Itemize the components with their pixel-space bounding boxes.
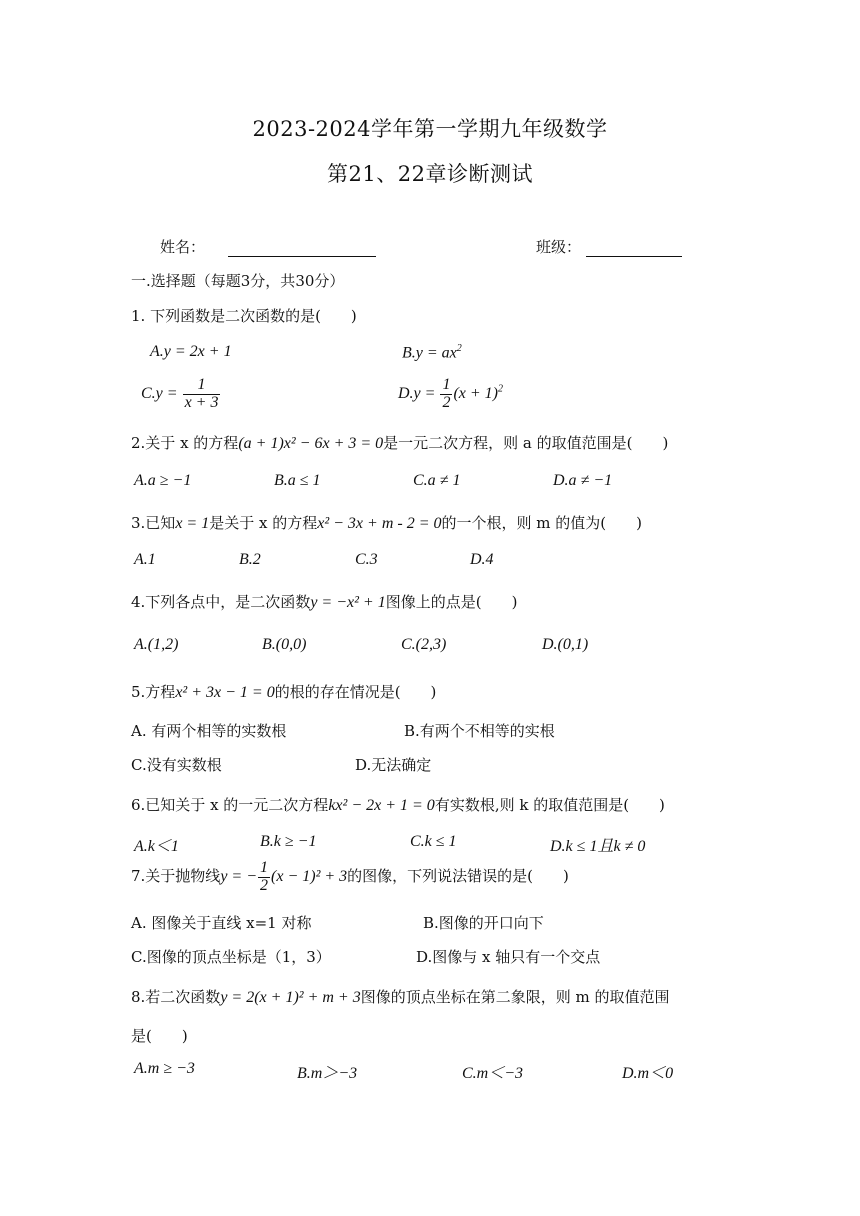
class-blank[interactable] — [586, 238, 682, 257]
name-blank[interactable] — [228, 238, 376, 257]
q5-option-d: D.无法确定 — [355, 756, 432, 774]
q8-stem: 8.若二次函数y = 2(x + 1)² + m + 3图像的顶点坐标在第二象限，则 m 的取值范围 — [131, 988, 670, 1006]
name-field[interactable] — [160, 236, 376, 257]
q1-option-a: A.y = 2x + 1 — [150, 343, 232, 360]
q2-option-d: D.a ≠ −1 — [553, 472, 613, 489]
q8-option-b: B.m＞−3 — [297, 1065, 358, 1082]
q6-stem: 6.已知关于 x 的一元二次方程kx² − 2x + 1 = 0有实数根,则 k 的取值范围是( ) — [131, 796, 665, 814]
q6-option-a: A.k＜1 — [134, 838, 179, 855]
q5-stem: 5.方程x² + 3x − 1 = 0的根的存在情况是( ) — [131, 683, 437, 701]
q2-option-a: A.a ≥ −1 — [134, 472, 192, 489]
name-label: 姓名： — [160, 238, 206, 256]
q1-stem: 1. 下列函数是二次函数的是( ) — [131, 307, 357, 325]
q3-option-c: C.3 — [355, 551, 378, 568]
class-label: 班级： — [536, 238, 582, 256]
q3-stem: 3.已知x = 1是关于 x 的方程x² − 3x + m - 2 = 0的一个根，则 m 的值为( ) — [131, 514, 642, 532]
q8-option-d: D.m＜0 — [622, 1065, 674, 1082]
q1-option-d: D.y = $\frac{1}{2}$ $(x + 1)^2$ — [398, 376, 504, 411]
q4-option-c: C.(2,3) — [401, 636, 447, 653]
q2-option-b: B.a ≤ 1 — [274, 472, 321, 489]
page-title: 2023-2024学年第一学期九年级数学 — [252, 117, 608, 141]
section-title: 一.选择题（每题3分，共30分） — [131, 272, 345, 290]
q2-option-c: C.a ≠ 1 — [413, 472, 461, 489]
q3-option-d: D.4 — [470, 551, 494, 568]
q5-option-a: A. 有两个相等的实数根 — [131, 722, 287, 740]
q3-option-a: A.1 — [134, 551, 156, 568]
q2-stem: 2.关于 x 的方程(a + 1)x² − 6x + 3 = 0是一元二次方程，则 a 的取值范围是( ) — [131, 434, 669, 452]
q6-option-c: C.k ≤ 1 — [410, 833, 457, 850]
q3-option-b: B.2 — [239, 551, 261, 568]
q5-option-b: B.有两个不相等的实根 — [404, 722, 555, 740]
q1-option-b: $B.y = ax^2$ — [402, 343, 462, 362]
q8-option-c: C.m＜−3 — [462, 1065, 524, 1082]
q4-option-a: A.(1,2) — [134, 636, 179, 653]
q7-option-d: D.图像与 x 轴只有一个交点 — [416, 948, 601, 966]
q6-option-b: B.k ≥ −1 — [260, 833, 317, 850]
q4-option-d: D.(0,1) — [542, 636, 589, 653]
q4-stem: 4.下列各点中，是二次函数y = −x² + 1图像上的点是( ) — [131, 593, 518, 611]
q1-option-c: C.y = $\frac{1}{x + 3}$ — [141, 376, 219, 411]
q7-stem: 7.关于抛物线y = − $\frac{1}{2}$ (x − 1)² + 3的图像，下列说法错误的是( ) — [131, 859, 569, 894]
q8-option-a: A.m ≥ −3 — [134, 1060, 195, 1077]
q4-option-b: B.(0,0) — [262, 636, 307, 653]
q7-option-b: B.图像的开口向下 — [423, 914, 544, 932]
q7-option-a: A. 图像关于直线 x=1 对称 — [131, 914, 312, 932]
q5-option-c: C.没有实数根 — [131, 756, 222, 774]
q7-option-c: C.图像的顶点坐标是（1，3） — [131, 948, 331, 966]
class-field[interactable] — [536, 236, 682, 257]
q8-stem-line2: 是( ) — [131, 1027, 188, 1045]
page-subtitle: 第21、22章诊断测试 — [327, 162, 533, 186]
q6-option-d: D.k ≤ 1且k ≠ 0 — [550, 838, 646, 855]
